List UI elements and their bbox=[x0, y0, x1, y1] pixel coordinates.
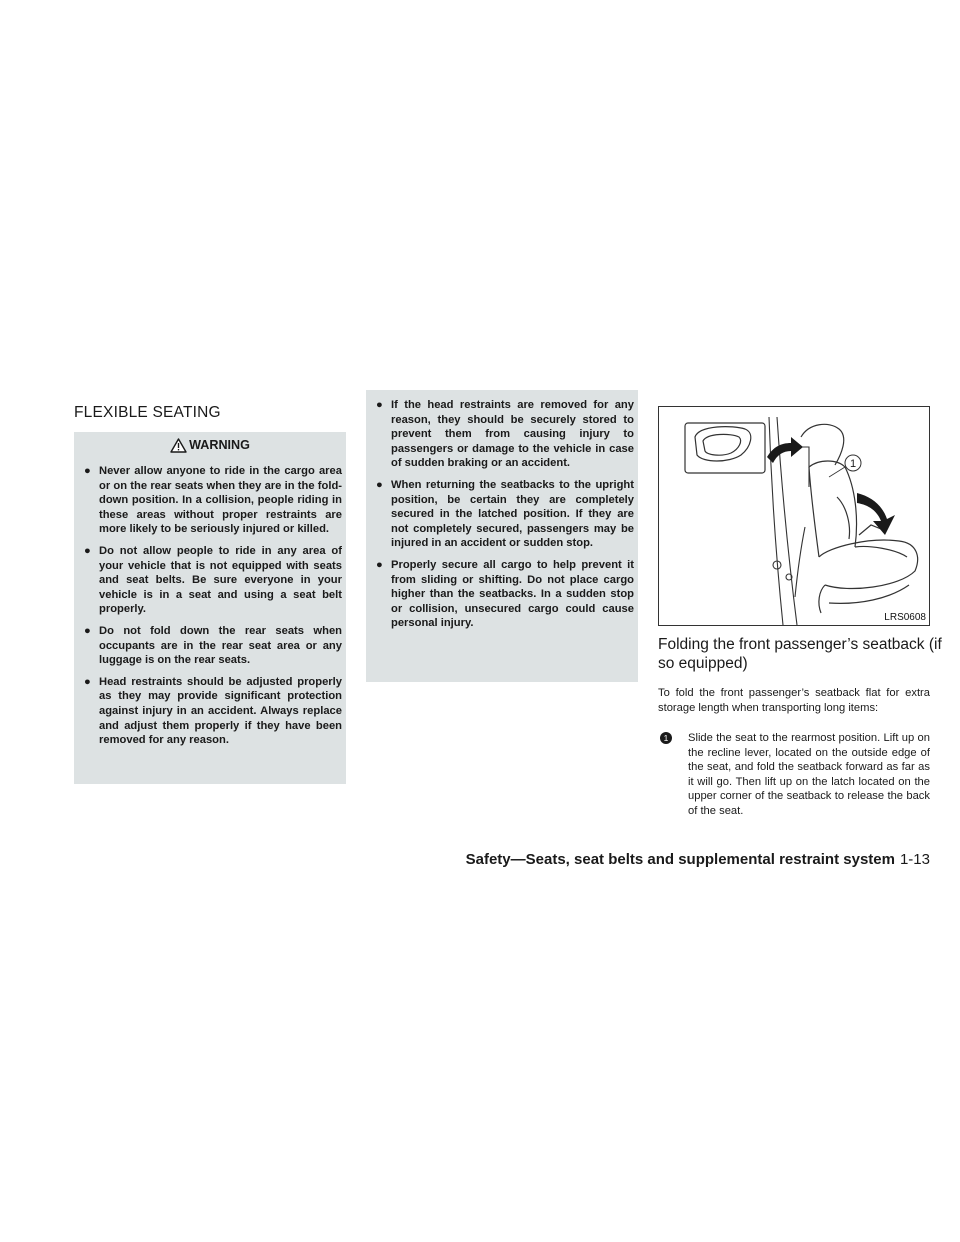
bullet: ● bbox=[376, 478, 383, 491]
callout-leader bbox=[829, 467, 845, 477]
warning-item bbox=[372, 478, 634, 551]
bullet: ● bbox=[84, 624, 91, 637]
warning-item bbox=[80, 624, 342, 668]
warning-item bbox=[372, 558, 634, 631]
warning-triangle-icon bbox=[170, 438, 187, 453]
page-footer bbox=[466, 851, 930, 868]
page-number: 1-13 bbox=[899, 851, 930, 868]
subsection-title: Folding the front passenger’s seatback (if so equipped) bbox=[658, 636, 942, 672]
warning-text: Do not fold down the rear seats when occupants are in the rear seat area or any luggage is on the rear seats. bbox=[99, 624, 342, 667]
step-item bbox=[658, 731, 930, 819]
warning-text: Never allow anyone to ride in the cargo area or on the rear seats when they are in the fold-down position. In a collision, people riding in these areas without proper restraints are more likely to be seriously injured or killed. bbox=[99, 465, 342, 536]
warning-box-left bbox=[74, 432, 346, 784]
seat-illustration bbox=[658, 406, 930, 626]
warning-text: Do not allow people to ride in any area of your vehicle that is not equipped with seats and seat belts. Be sure everyone in your vehicle is in a seat and using a seat belt properly. bbox=[99, 544, 342, 616]
fold-arrow bbox=[857, 493, 895, 535]
bullet: ● bbox=[84, 675, 91, 688]
warning-item bbox=[80, 675, 342, 748]
recline-lever-inset bbox=[685, 423, 765, 473]
figure-code: LRS0608 bbox=[884, 612, 926, 623]
warning-text: If the head restraints are removed for any reason, they should be securely stored to prevent them from causing injury to passengers or damage to the vehicle in case of sudden braking or an accident. bbox=[391, 399, 634, 470]
seat-drawing bbox=[659, 407, 929, 625]
warning-list-left bbox=[74, 458, 346, 748]
footer-chapter: Safety—Seats, seat belts and supplemental restraint system bbox=[465, 851, 895, 868]
step-text: Slide the seat to the rearmost position. Lift up on the recline lever, located on the outside edge of the seat, and fold the seatback forward as far as it will go. Then lift up on the latch located on the upper corner of the seatback to release the back of the seat. bbox=[688, 732, 930, 817]
warning-header bbox=[74, 432, 346, 458]
warning-list-right bbox=[366, 390, 638, 631]
warning-text: When returning the seatbacks to the upright position, be certain they are completely secured in the latched position. If they are not completely secured, passengers may be injured in an accident or sudden stop. bbox=[391, 478, 634, 550]
warning-text: Properly secure all cargo to help prevent it from sliding or shifting. Do not place cargo higher than the seatbacks. In a sudden stop or collision, unsecured cargo could cause personal injury. bbox=[391, 558, 634, 630]
warning-item bbox=[80, 464, 342, 537]
intro-text: To fold the front passenger’s seatback flat for extra storage length when transporting long items: bbox=[658, 687, 930, 714]
bullet: ● bbox=[84, 465, 91, 477]
bullet: ● bbox=[84, 544, 91, 557]
bullet: ● bbox=[376, 558, 383, 571]
lever-arrow bbox=[767, 437, 803, 463]
warning-label: WARNING bbox=[189, 438, 250, 452]
step-number-badge: 1 bbox=[660, 732, 672, 744]
bullet: ● bbox=[376, 399, 383, 411]
callout-number: 1 bbox=[849, 458, 857, 470]
warning-box-right bbox=[366, 390, 638, 682]
section-title: FLEXIBLE SEATING bbox=[74, 404, 221, 421]
seat-outline bbox=[801, 424, 918, 613]
warning-text: Head restraints should be adjusted properly as they may provide significant protection against injury in an accident. Always replace and adjust them properly if they have been removed for any reason. bbox=[99, 675, 342, 747]
warning-item bbox=[372, 398, 634, 471]
warning-item bbox=[80, 544, 342, 617]
